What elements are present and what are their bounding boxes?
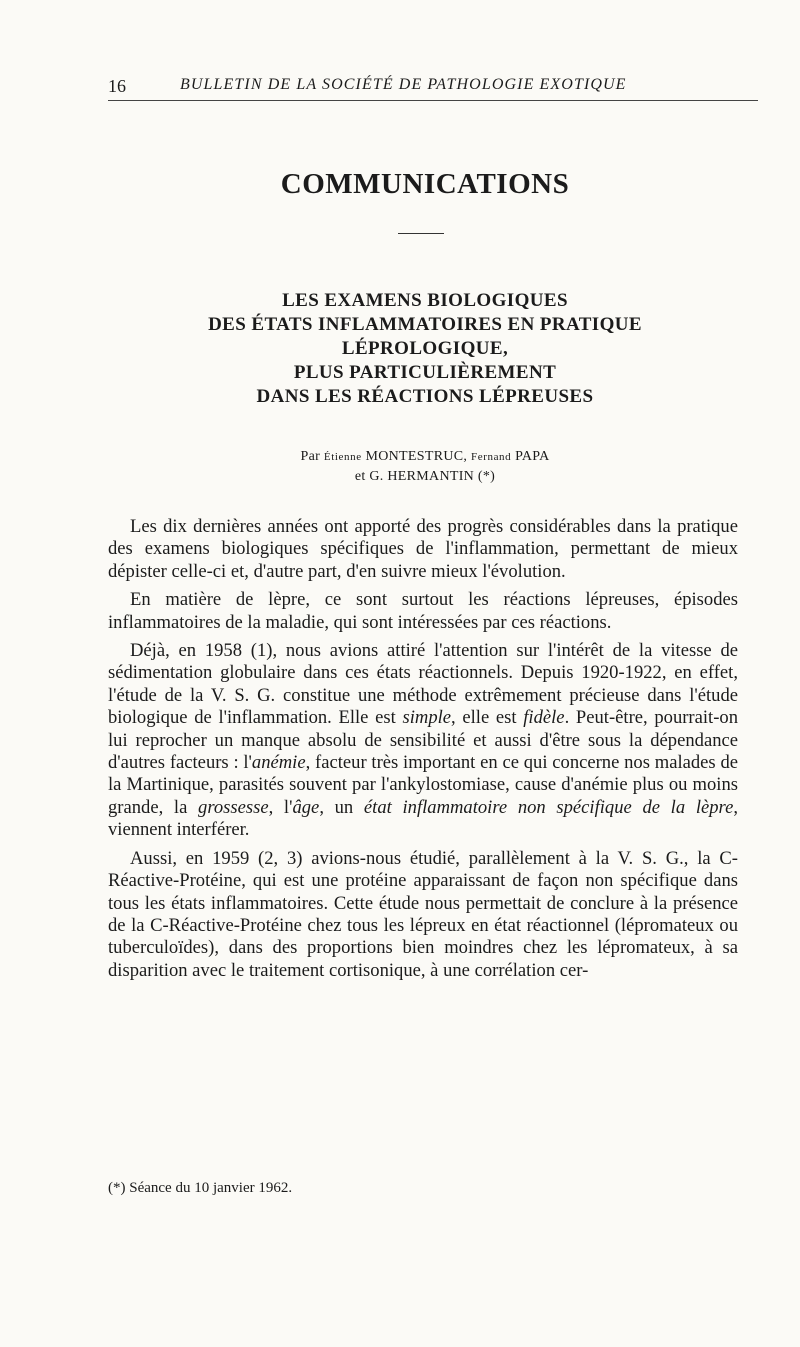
italic-run: âge [292, 796, 320, 818]
author-given-name: Fernand [471, 451, 512, 463]
paragraph: En matière de lèpre, ce sont surtout les réactions lépreuses, épisodes inflammatoires de la maladie, qui sont intéressées par ces réactions. [108, 589, 738, 633]
byline-line-2: et G. HERMANTIN (*) [354, 469, 496, 484]
author-given-name: Étienne [323, 451, 362, 463]
byline-line-1 [0, 447, 800, 467]
author-family-name: MONTESTRUC, [365, 449, 468, 464]
article-body [108, 516, 738, 988]
section-title: COMMUNICATIONS [280, 168, 570, 200]
paragraph [108, 640, 738, 842]
title-line: DES ÉTATS INFLAMMATOIRES EN PRATIQUE [208, 314, 642, 335]
text-run: , facteur très important en ce qui concerne nos malades de la Martinique, parasités souvent par l'ankylostomiase, cause d'anémie plus ou moins grande, la [108, 752, 738, 818]
text-run: . Peut-être, pourrait-on lui reprocher un manque absolu de sensibilité et aussi d'être sous la dépendance d'autres facteurs : l' [108, 707, 738, 774]
text-run: Déjà, en 1958 (1), nous avions attiré l'attention sur l'intérêt de la vitesse de sédimentation globulaire dans ces états réactionnels. Depuis 1920-1922, en effet, l'étude de la V. S. G. constitue une méthode extrêmement précieuse dans l'étude biologique de l'inflammation. Elle est [108, 640, 738, 729]
text-run: , un [319, 796, 364, 818]
text-run: , viennent interférer. [108, 796, 738, 841]
paragraph: Les dix dernières années ont apporté des progrès considérables dans la pratique des examens biologiques spécifiques de l'inflammation, permettant de mieux dépister celle-ci et, d'autre part, d'en suivre mieux l'évolution. [108, 516, 738, 582]
paragraph: Aussi, en 1959 (2, 3) avions-nous étudié, parallèlement à la V. S. G., la C-Réactive-Protéine, qui est une protéine apparaissant de façon non spécifique dans tous les états inflammatoires. Cette étude nous permettait de conclure à la présence de la C-Réactive-Protéine chez tous les lépreux en état réactionnel (lépromateux ou tuberculoïdes), dans des proportions bien moindres chez les lépromateux, à sa disparition avec le traitement cortisonique, à une corrélation cer- [108, 847, 738, 981]
page-number: 16 [108, 76, 126, 96]
title-line: PLUS PARTICULIÈREMENT [293, 362, 557, 383]
article-title [0, 289, 800, 409]
footnote: (*) Séance du 10 janvier 1962. [108, 1180, 293, 1196]
text-run: , elle est [451, 707, 524, 729]
text-run: , l' [268, 796, 293, 818]
running-header [108, 76, 708, 102]
title-line: LES EXAMENS BIOLOGIQUES [282, 290, 568, 311]
italic-run: grossesse [198, 796, 269, 818]
italic-run: fidèle [523, 707, 565, 729]
byline-par: Par [300, 449, 321, 464]
title-line: LÉPROLOGIQUE, [341, 338, 509, 359]
italic-run: état inflammatoire non spécifique de la lèpre [363, 796, 734, 818]
section-divider [398, 233, 444, 234]
italic-run: anémie [251, 752, 306, 774]
italic-run: simple [402, 707, 452, 729]
byline [0, 447, 800, 486]
title-line: DANS LES RÉACTIONS LÉPREUSES [256, 386, 594, 407]
running-title: BULLETIN DE LA SOCIÉTÉ DE PATHOLOGIE EXOTIQUE [180, 76, 627, 93]
author-family-name: PAPA [515, 449, 550, 464]
header-rule [108, 100, 758, 101]
